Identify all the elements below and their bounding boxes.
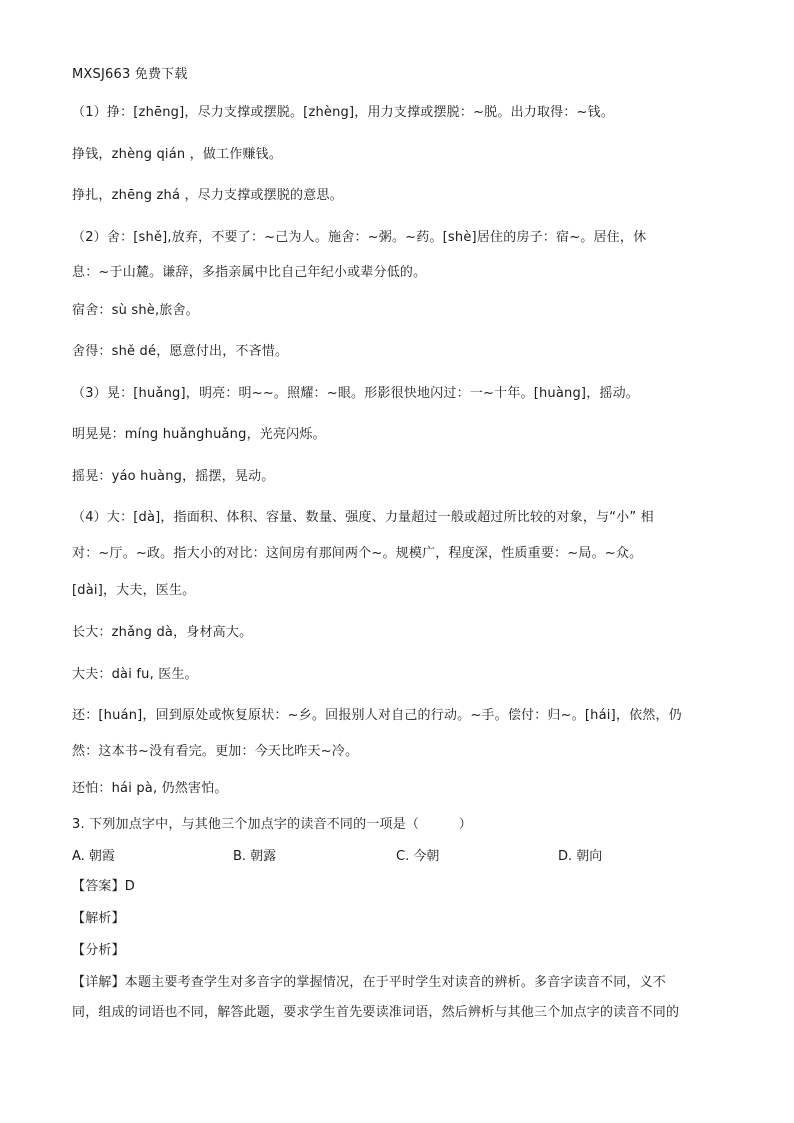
paragraph: （2）舍：[shě],放弃，不要了：~己为人。施舍：~粥。~药。[shè]居住的房子：宿~。居住，休	[72, 230, 647, 245]
paragraph: 还：[huán]，回到原处或恢复原状：~乡。回报别人对自己的行动。~手。偿付：归~。[hái]，依然，仍	[72, 708, 682, 723]
paragraph: 然：这本书~没有看完。更加：今天比昨天~冷。	[72, 744, 359, 759]
paragraph: 对：~厅。~政。指大小的对比：这间房有那间两个~。规模广，程度深，性质重要：~局。~众。	[72, 546, 643, 561]
answer-label: 【答案】D	[72, 879, 136, 894]
paragraph: 大夫：dài fu, 医生。	[72, 667, 198, 682]
paragraph: 长大：zhǎng dà，身材高大。	[72, 625, 253, 640]
paragraph: 明晃晃：míng huǎnghuǎng，光亮闪烁。	[72, 427, 326, 442]
paragraph: 舍得：shě dé，愿意付出，不吝惜。	[72, 344, 289, 359]
option-d: D. 朝向	[558, 849, 603, 864]
paragraph: （4）大：[dà]，指面积、体积、容量、数量、强度、力量超过一般或超过所比较的对象，与“小” 相	[72, 510, 654, 525]
question-stem: 3. 下列加点字中，与其他三个加点字的读音不同的一项是（ ）	[72, 817, 472, 832]
paragraph: 摇晃：yáo huàng，摇摆，晃动。	[72, 469, 275, 484]
paragraph: [dài]，大夫，医生。	[72, 583, 196, 598]
option-a: A. 朝霞	[72, 849, 115, 864]
paragraph: （1）挣：[zhēng]，尽力支撑或摆脱。[zhèng]，用力支撑或摆脱：~脱。出力取得：~钱。	[72, 105, 615, 120]
page-header: MXSJ663 免费下载	[72, 67, 188, 82]
paragraph: （3）晃：[huǎng]，明亮：明~~。照耀：~眼。形影很快地闪过：一~十年。[huàng]，摇动。	[72, 386, 640, 401]
paragraph: 息：~于山麓。谦辞，多指亲属中比自己年纪小或辈分低的。	[72, 265, 427, 280]
paragraph: 挣钱，zhèng qián ，做工作赚钱。	[72, 147, 283, 162]
detail-line: 同，组成的词语也不同，解答此题，要求学生首先要读准词语，然后辨析与其他三个加点字的读音不同的	[72, 1005, 680, 1020]
option-c: C. 今朝	[396, 849, 440, 864]
paragraph: 宿舍：sù shè,旅舍。	[72, 303, 199, 318]
analysis-label: 【解析】	[72, 911, 125, 926]
paragraph: 还怕：hái pà, 仍然害怕。	[72, 781, 228, 796]
detail-line: 【详解】本题主要考查学生对多音字的掌握情况，在于平时学生对读音的辨析。多音字读音不同，义不	[72, 975, 667, 990]
fenxi-label: 【分析】	[72, 943, 125, 958]
option-b: B. 朝露	[233, 849, 277, 864]
paragraph: 挣扎，zhēng zhá ，尽力支撑或摆脱的意思。	[72, 188, 343, 203]
